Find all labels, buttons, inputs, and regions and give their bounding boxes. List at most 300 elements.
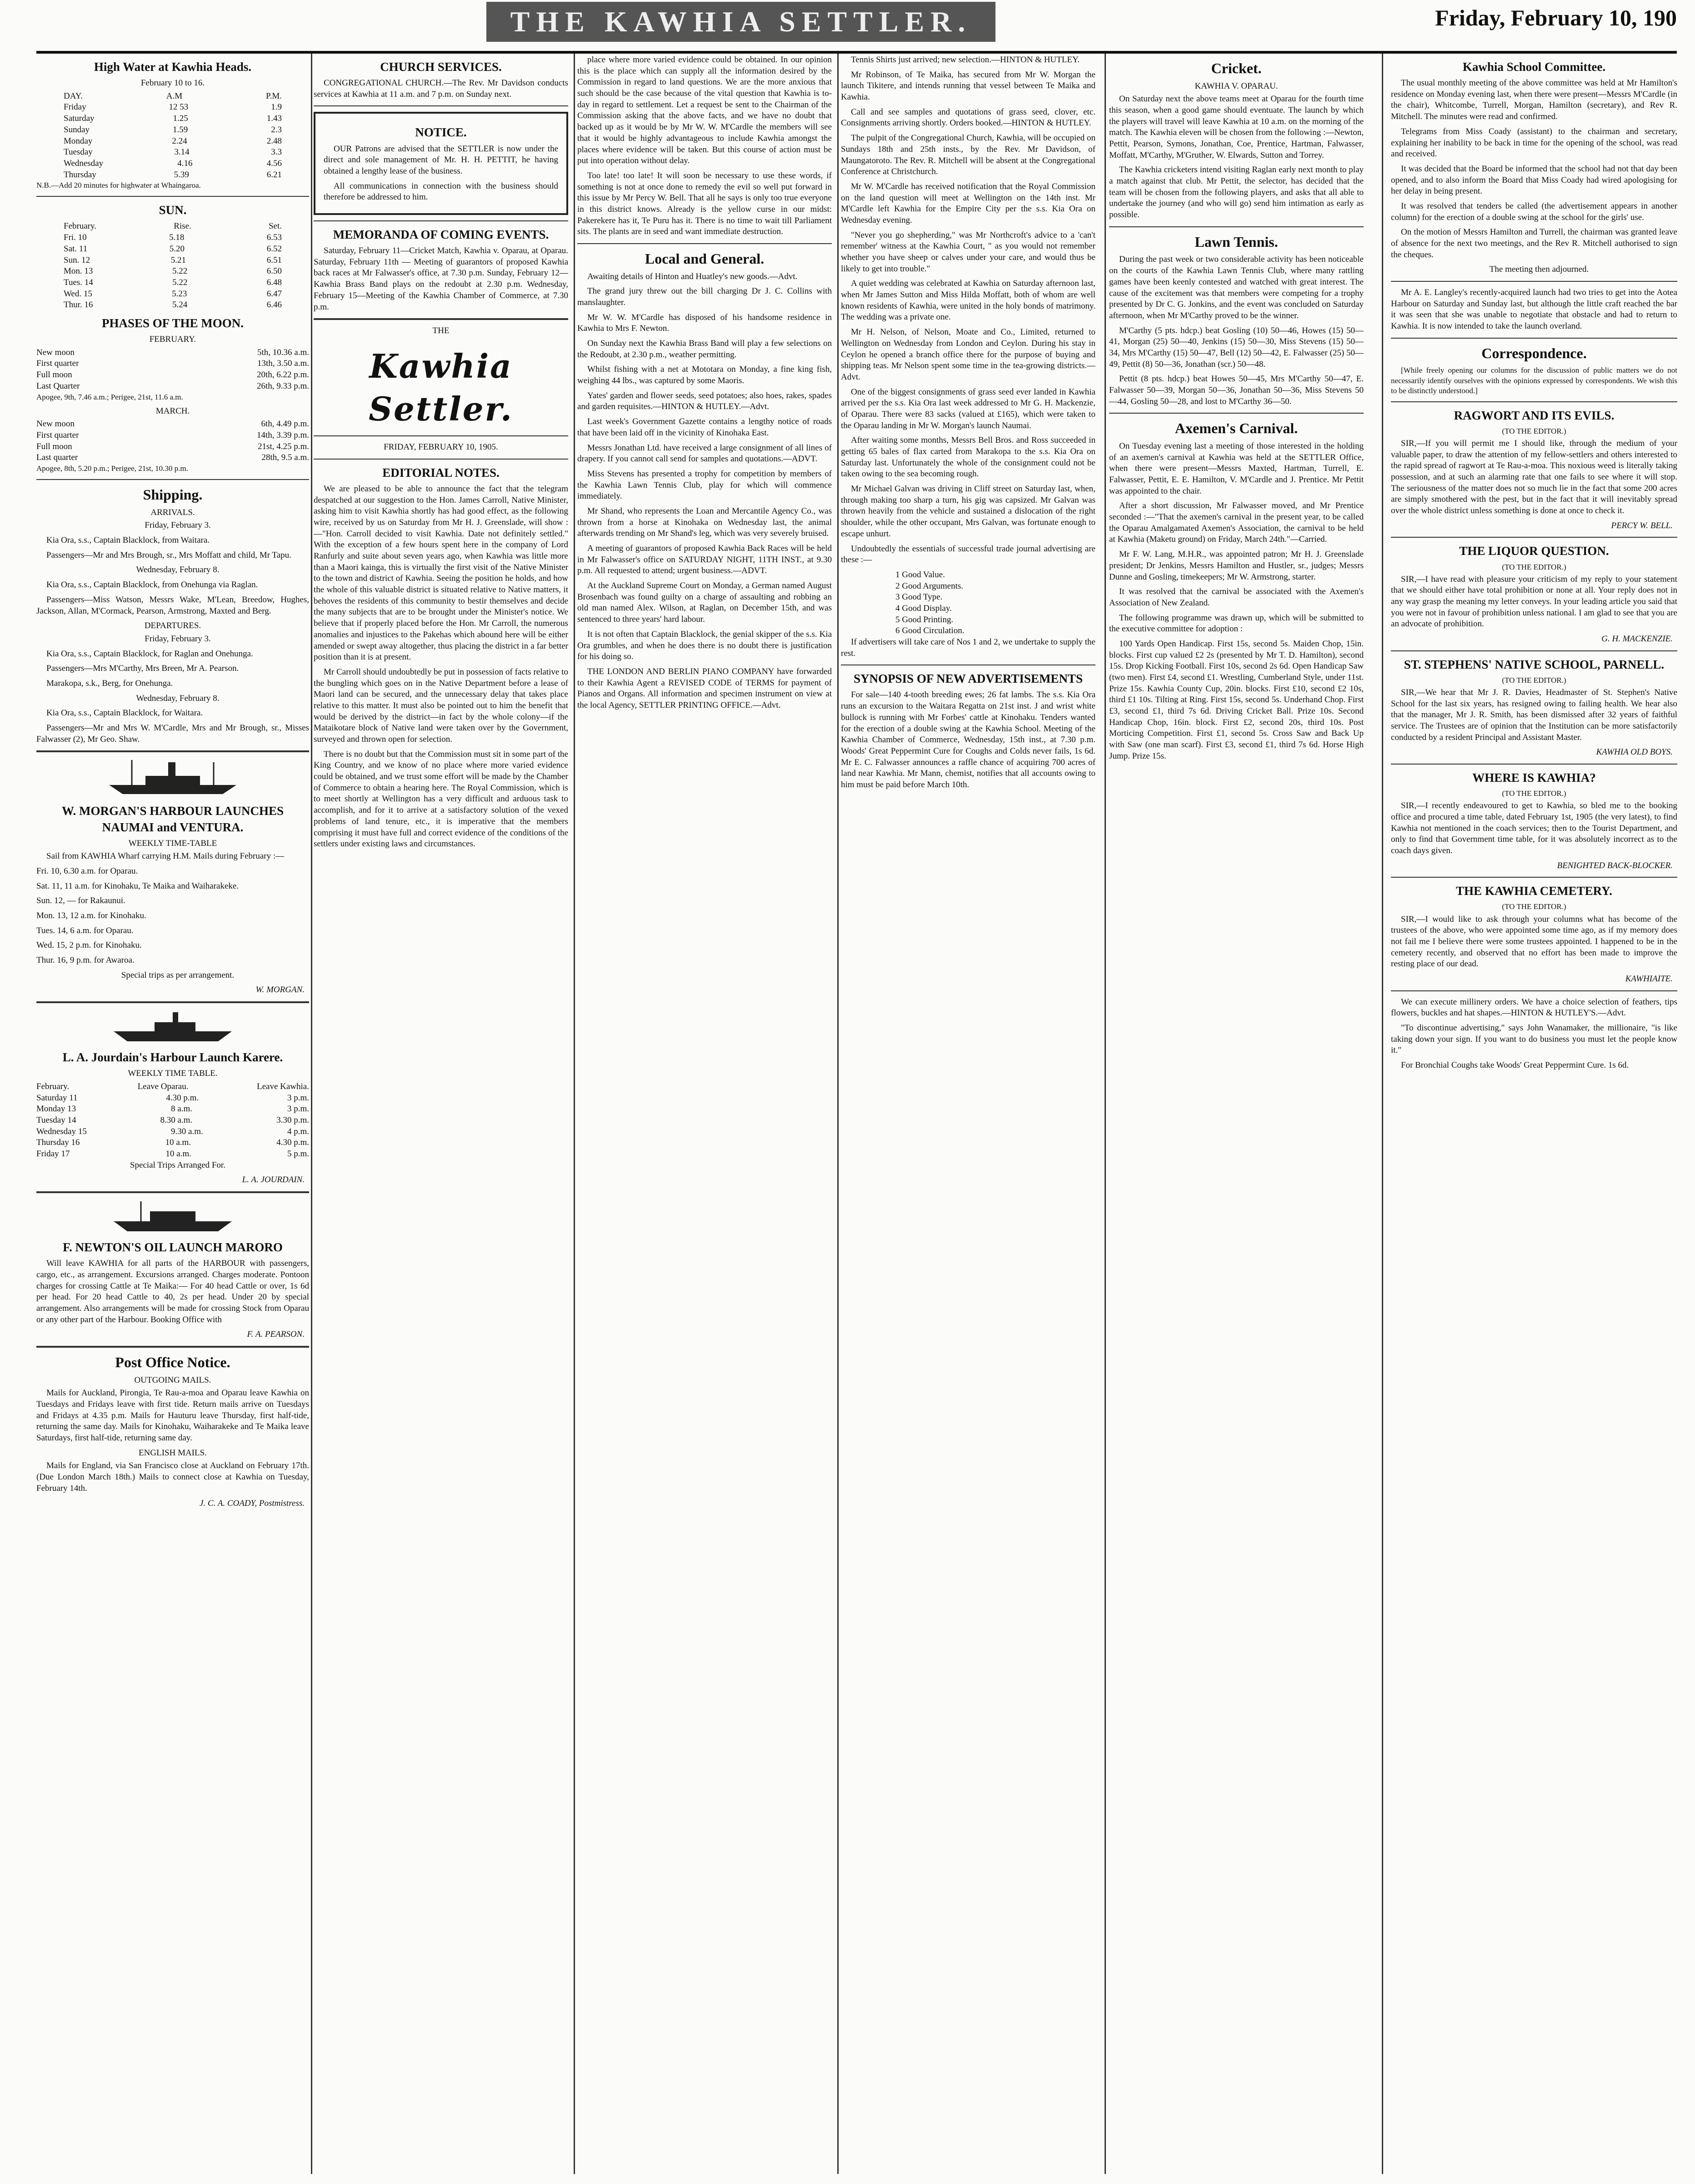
liquor-heading: THE LIQUOR QUESTION. — [1459, 544, 1609, 558]
divider — [1391, 537, 1677, 538]
table-cell: Tuesday — [64, 147, 93, 157]
liquor-text: SIR,—I have read with pleasure your criticism of my reply to your statement that we should either have total prohibition or none at all. Your reply does not in any way grasp the meaning my letter conveys. In your leading article you said that you were not in favour of prohibition unless national. I am glad to see that you are an advocate of prohibition. — [1391, 574, 1677, 629]
local-item: Call and see samples and quotations of grass seed, clover, etc. Consignments arriving shortly. Orders booked.—HINTON & HUTLEY. — [841, 107, 1095, 128]
table-row — [36, 136, 309, 147]
table-row — [36, 1126, 309, 1138]
table-cell: Tuesday 14 — [36, 1115, 76, 1125]
synopsis-text: For sale—140 4-tooth breeding ewes; 26 fat lambs. The s.s. Kia Ora runs an excursion to the Waitara Regatta on 21st inst. J and wrist white bullock is running with Mr Forbes' cattle at Kinohaku. Tenders wanted for the erection of a double swing at the Kawhia School. Meeting of the Kawhia Chamber of Commerce, Wednesday, 15th inst., at 7.30 p.m. Woods' Great Peppermint Cure for Coughs and Colds never fails, 1s 6d. Mr E. C. Falwasser announces a raffle chance of acquiring 700 acres of land near Kawhia. Mr Mann, chemist, notifies that all accounts owing to him must be paid before March 10th. — [841, 690, 1095, 790]
langley-item: Mr A. E. Langley's recently-acquired launch had two tries to get into the Aotea Harbour on Saturday and Sunday last, but although the little craft reached the bar it was seen that she was unable to negotiate that obstacle and had to return to Kawhia. It is now intended to take the launch overland. — [1391, 288, 1677, 331]
table-cell: 3 p.m. — [287, 1093, 309, 1103]
table-cell: 1.43 — [266, 114, 282, 124]
shipping-line: Wednesday, February 8. — [136, 693, 220, 703]
divider — [1391, 877, 1677, 878]
table-cell: Fri. 10 — [64, 233, 87, 243]
local-item: A quiet wedding was celebrated at Kawhia on Saturday afternoon last, when Mr James Sutton and Miss Hilda Moffatt, both of whom are well known residents of Kawhia, were united in the holy bonds of matrimony. The wedding was a private one. — [841, 279, 1095, 322]
advertisement: "To discontinue advertising," says John Wanamaker, the millionaire, "is like taking down your sign. If you want to do business you must let the people know it." — [1391, 1023, 1677, 1055]
advertisement: We can execute millinery orders. We have a choice selection of feathers, tips flowers, buckles and hat shapes.—HINTON & HUTLEY'S.—Advt. — [1391, 997, 1677, 1018]
tides-table — [36, 91, 309, 181]
axemen-paragraph: After a short discussion, Mr Falwasser moved, and Mr Prentice seconded :—"That the axemen's carnival in the present year, to be called the Oparau Amalgamated Axemen's Association, the carnival to be held at Kawhia (Maketu ground) on Friday, March 24th."—Carried. — [1109, 501, 1364, 545]
axemen-heading: Axemen's Carnival. — [1175, 420, 1298, 437]
english-mails-heading: ENGLISH MAILS. — [139, 1448, 207, 1458]
table-cell: February. — [36, 1081, 70, 1091]
table-row — [36, 147, 309, 158]
table-row — [36, 125, 309, 136]
shipping-line: Friday, February 3. — [145, 634, 211, 644]
axemen-paragraph: Mr F. W. Lang, M.H.R., was appointed patron; Mr H. J. Greenslade president; Dr Jenkins, Messrs Hamilton and Hustler, sr., judges; Messrs Dunne and Gosling, timekeepers; Mr W. Armstrong, starter. — [1109, 550, 1364, 582]
shipping-line: Marakopa, s.k., Berg, for Onehunga. — [46, 678, 173, 688]
table-cell: Thur. 16 — [64, 300, 93, 310]
table-cell: 4.56 — [266, 158, 282, 168]
local-item: On Sunday next the Kawhia Brass Band will play a few selections on the Redoubt, at 2.30 p.m., weather permitting. — [577, 339, 832, 360]
table-cell: 5.24 — [172, 300, 188, 310]
column-divider — [574, 54, 575, 2174]
table-cell: 26th, 9.33 p.m. — [256, 381, 309, 391]
divider — [36, 196, 309, 197]
shipping-line: Passengers—Mr and Mrs W. M'Cardle, Mrs and Mr Brough, sr., Misses Falwasser (2), Mr Geo. Shaw. — [36, 723, 309, 744]
memoranda-text: Saturday, February 11—Cricket Match, Kawhia v. Oparau, at Oparau. Saturday, February 11th — Meeting of guarantors of proposed Kawhia back races at Mr Falwasser's office, at 7.30 p.m. Sunday, February 12—Kawhia Brass Band plays on the redoubt at 2.30 p.m. Wednesday, February 15—Meeting of the Kawhia Chamber of Commerce, at 7.30 p.m. — [314, 246, 568, 312]
divider — [1391, 281, 1677, 282]
table-row — [36, 113, 309, 125]
table-cell: 9.30 a.m. — [171, 1126, 203, 1136]
morgan-line: Special trips as per arrangement. — [121, 970, 235, 980]
newton-text: Will leave KAWHIA for all parts of the HARBOUR with passengers, cargo, etc., as arrangement. Excursions arranged. Charges moderate. Pontoon charges for crossing Cattle at Te Maika:— For 40 head Cattle or over, 1s 6d per head. For 20 head Cattle to 40, 2s per head. Under 20 by special arrangement. Also arrangements will be made for crossing Stock from Oparau or any other part of the Harbour. Booking Office with — [36, 1259, 309, 1324]
cricket-heading: Cricket. — [1211, 60, 1262, 76]
table-cell: 3.3 — [271, 147, 282, 157]
axemen-paragraph: On Tuesday evening last a meeting of those interested in the holding of an axemen's carnival at Kawhia was held at the SETTLER Office, when there were present—Messrs Maxted, Hartman, Turrell, E. Falwasser, Pettit, E. E. Hamilton, V. M'Cardle and J. Prentice. Mr Pettit was appointed to the chair. — [1109, 441, 1364, 496]
advertisement: For Bronchial Coughs take Woods' Great Peppermint Cure. 1s 6d. — [1401, 1060, 1629, 1070]
table-row — [36, 1104, 309, 1115]
shipping-heading: Shipping. — [143, 486, 203, 503]
local-item: Mr H. Nelson, of Nelson, Moate and Co., Limited, returned to Wellington on Wednesday from London and Ceylon. During his stay in Ceylon he opened a branch office there for the purpose of buying and shipping teas. Mr Nelson spent some time in the tea-growing districts.—Advt. — [841, 327, 1095, 382]
divider — [314, 105, 568, 106]
where-heading: WHERE IS KAWHIA? — [1472, 771, 1596, 785]
table-row — [36, 266, 309, 277]
divider — [36, 1001, 309, 1003]
table-cell: Wednesday — [64, 158, 104, 168]
table-cell: Wed. 15 — [64, 289, 92, 299]
local-item: The grand jury threw out the bill charging Dr J. C. Collins with manslaughter. — [577, 286, 832, 307]
correspondence-disclaimer: [While freely opening our columns for the discussion of public matters we do not necessarily identify ourselves with the opinions expressed by correspondents. We wish this to be distinctly understood.] — [1391, 366, 1677, 395]
divider — [1391, 990, 1677, 991]
column-6 — [1391, 55, 1677, 2173]
table-cell: 6.50 — [266, 266, 282, 276]
local-item: THE LONDON AND BERLIN PIANO COMPANY have forwarded to their Kawhia Agent a REVISED CODE of TERMS for payment of Pianos and Organs. All information and specimen instrument on view at the local Agency, SETTLER PRINTING OFFICE.—Advt. — [577, 666, 832, 710]
nameplate-the: THE — [432, 326, 450, 336]
table-cell: Monday 13 — [36, 1104, 76, 1114]
table-cell: 5.22 — [172, 266, 188, 276]
table-cell: 6.46 — [266, 300, 282, 310]
editorial-paragraph: Mr Carroll should undoubtedly be put in possession of facts relative to the bungling which goes on in the Native Department before a lease of Maori land can be secured, and the unnecessary delay that takes place relative to this matter. It must also be pointed out to him the benefit that would be derived by the district—in fact by the whole colony—if the Mataikotare block of Native land were taken over by the Government, surveyed and thrown open for selection. — [314, 667, 568, 744]
column-divider — [1382, 54, 1383, 2174]
local-heading: Local and General. — [645, 250, 765, 267]
divider — [36, 1346, 309, 1348]
nameplate-date: FRIDAY, FEBRUARY 10, 1905. — [384, 442, 498, 452]
shipping-line: Passengers—Mrs M'Carthy, Mrs Breen, Mr A. Pearson. — [46, 664, 239, 674]
tennis-paragraph: M'Carthy (5 pts. hdcp.) beat Gosling (10) 50—46, Howes (15) 50—41, Morgan (25) 50—40, Jenkins (15) 50—30, Miss Stevens (15) 50—34, Mrs M'Carthy (15) 50—47, Bell (12) 50—42, E. Falwasser (25) 50—49, Pettit (8) 50—36, Jonathan (scr.) 50—48. — [1109, 325, 1364, 369]
tides-note: N.B.—Add 20 minutes for highwater at Whaingaroa. — [36, 181, 201, 190]
tides-heading: High Water at Kawhia Heads. — [94, 60, 252, 74]
table-cell: 2.3 — [271, 125, 282, 135]
sun-table — [36, 221, 309, 311]
notice-text: OUR Patrons are advised that the SETTLER is now under the direct and sole management of Mr. H. H. PETTIT, he having obtained a lengthy lease of the business. — [324, 144, 558, 176]
shipping-line: Wednesday, February 8. — [136, 565, 220, 575]
school-heading: Kawhia School Committee. — [1462, 60, 1606, 74]
table-row — [36, 358, 309, 370]
table-cell: Friday 17 — [36, 1149, 70, 1159]
jourdain-table-title: WEEKLY TIME TABLE. — [128, 1069, 218, 1079]
moon-feb-note: Apogee, 9th, 7.46 a.m.; Perigee, 21st, 11.6 a.m. — [36, 392, 183, 401]
table-cell: 5 p.m. — [287, 1149, 309, 1159]
divider — [1391, 401, 1677, 402]
oil-launch-icon — [105, 1199, 241, 1235]
table-cell: 1.59 — [173, 125, 188, 135]
table-header — [36, 221, 309, 232]
divider — [314, 318, 568, 320]
divider — [1391, 338, 1677, 339]
table-cell: 6.47 — [266, 289, 282, 299]
column-4 — [841, 55, 1095, 2173]
divider — [36, 750, 309, 752]
table-cell: 5.18 — [169, 233, 185, 243]
shipping-line: Kia Ora, s.s., Captain Blacklock, from Onehunga via Raglan. — [46, 580, 258, 590]
editorial-paragraph: We are pleased to be able to announce the fact that the telegram despatched at our suggestion to the Hon. James Carroll, Native Minister, asking him to visit Kawhia shortly has had good effect, as the following wire, received by us on Saturday from Mr H. J. Greenslade, will show :—"Hon. Carroll decided to visit Kawhia. Date not definitely settled." With the exception of a few hours spent here in the company of Lord Ranfurly and suite about seven years ago, when Kawhia was little more than a Maori kainga, this is virtually the first visit of the Native Minister to the town and district of Kawhia. Seeing the position he holds, and how the whole of this valuable district is situated relative to Native matters, it behoves the residents of this community to bestir themselves and decide the many subjects that are to be brought under the Minister's notice. We believe that if properly placed before the Hon. Mr Carroll, the numerous anomalies and injustices to the Pakehas which abound here will be either amended or swept away altogether, thus placing the district in a far better position than it is at present. — [314, 484, 568, 662]
divider — [36, 1191, 309, 1193]
table-cell: Leave Oparau. — [137, 1081, 189, 1091]
masthead-date: Friday, February 10, 190 — [1435, 5, 1677, 30]
table-cell: Sat. 11 — [64, 244, 88, 254]
table-cell: Saturday — [64, 114, 95, 124]
table-row — [36, 1149, 309, 1160]
table-row — [36, 452, 309, 464]
table-row — [36, 232, 309, 244]
table-row — [36, 430, 309, 441]
table-row — [36, 277, 309, 289]
nameplate-title: Kawhia Settler. — [369, 346, 513, 428]
table-header — [36, 91, 309, 102]
masthead-rule — [36, 51, 1677, 54]
post-heading: Post Office Notice. — [115, 1354, 230, 1371]
school-paragraph: The usual monthly meeting of the above committee was held at Mr Hamilton's residence on Monday evening last, when there were present—Messrs M'Cardle (in the chair), Whitcombe, Turrell, Morgan, Hamilton (secretary), and Rev R. Mitchell. The minutes were read and confirmed. — [1391, 78, 1677, 122]
table-cell: 2.24 — [172, 136, 187, 146]
table-row — [36, 381, 309, 392]
column-2 — [314, 55, 568, 2173]
divider — [1109, 226, 1364, 227]
table-cell: 4.30 p.m. — [166, 1093, 199, 1103]
stephens-heading: ST. STEPHENS' NATIVE SCHOOL, PARNELL. — [1404, 657, 1665, 671]
liquor-to: (TO THE EDITOR.) — [1502, 562, 1566, 571]
editorial-paragraph: Too late! too late! It will soon be necessary to use these words, if something is not at once done to remedy the evil so well put forward in this issue by Mr Percy W. Bell. That all he says is only too true everyone in this district knows. Already is the yellow curse in our midst: Pakerekere has it, Te Puru has it. There is no time to wait till Parliament sits. The plants are in seed and want immediate destruction. — [577, 170, 832, 237]
table-cell: 6.52 — [266, 244, 282, 254]
list-item: 3 Good Type. — [895, 592, 943, 602]
post-signature: J. C. A. COADY, Postmistress. — [199, 1498, 305, 1508]
table-cell: New moon — [36, 419, 75, 429]
list-item: 2 Good Arguments. — [895, 581, 964, 591]
memoranda-heading: MEMORANDA OF COMING EVENTS. — [333, 228, 549, 241]
table-row — [36, 102, 309, 113]
table-cell: DAY. — [64, 91, 83, 101]
column-1 — [36, 55, 309, 2173]
stephens-signature: KAWHIA OLD BOYS. — [1596, 747, 1673, 757]
local-item: Miss Stevens has presented a trophy for competition by members of the Kawhia Lawn Tennis Club, play for which will commence immediately. — [577, 469, 832, 501]
list-item: 1 Good Value. — [895, 570, 945, 580]
moon-heading: PHASES OF THE MOON. — [101, 316, 244, 330]
table-row — [36, 255, 309, 266]
school-paragraph: Telegrams from Miss Coady (assistant) to the chairman and secretary, explaining her inability to be back in time for the opening of the school, was read and received. — [1391, 126, 1677, 159]
table-row — [36, 347, 309, 359]
cemetery-to: (TO THE EDITOR.) — [1502, 902, 1566, 911]
table-cell: First quarter — [36, 359, 79, 369]
table-cell: 6th, 4.49 p.m. — [261, 419, 309, 429]
local-item: Messrs Jonathan Ltd. have received a large consignment of all lines of drapery. If you cannot call send for samples and quotations.—ADVT. — [577, 443, 832, 464]
local-item: Yates' garden and flower seeds, seed potatoes; also hoes, rakes, spades and garden requisites.—HINTON & HUTLEY.—Advt. — [577, 390, 832, 412]
arrivals-heading: ARRIVALS. — [150, 507, 195, 517]
jourdain-signature: L. A. JOURDAIN. — [242, 1175, 305, 1185]
launch-icon — [105, 1009, 241, 1045]
notice-box — [314, 112, 568, 215]
local-item: A meeting of guarantors of proposed Kawhia Back Races will be held in Mr Falwasser's office on SATURDAY NIGHT, 11TH INST., at 9.30 p.m. All requested to attend; urgent business.—ADVT. — [577, 544, 832, 576]
table-cell: Last Quarter — [36, 381, 80, 391]
divider — [577, 243, 832, 244]
column-3 — [577, 55, 832, 2173]
sun-heading: SUN. — [159, 203, 187, 217]
jourdain-note: Special Trips Arranged For. — [130, 1160, 226, 1170]
table-cell: 8 a.m. — [171, 1104, 192, 1114]
table-row — [36, 419, 309, 430]
table-row — [36, 244, 309, 255]
table-cell: Friday — [64, 102, 86, 112]
table-cell: 10 a.m. — [165, 1138, 191, 1148]
table-cell: 3 p.m. — [287, 1104, 309, 1114]
church-text: CONGREGATIONAL CHURCH.—The Rev. Mr Davidson conducts services at Kawhia at 11 a.m. and 7 p.m. on Sunday next. — [314, 78, 568, 99]
table-cell: Monday — [64, 136, 93, 146]
church-heading: CHURCH SERVICES. — [380, 60, 502, 74]
shipping-line: Passengers—Mr and Mrs Brough, sr., Mrs Moffatt and child, Mr Tapu. — [46, 550, 291, 560]
synopsis-heading: SYNOPSIS OF NEW ADVERTISEMENTS — [854, 672, 1083, 686]
table-row — [36, 289, 309, 300]
tides-range: February 10 to 16. — [140, 78, 205, 88]
editorial-heading: EDITORIAL NOTES. — [382, 465, 500, 480]
table-cell: 13th, 3.50 a.m. — [257, 359, 309, 369]
cricket-sub: KAWHIA V. OPARAU. — [1195, 81, 1278, 91]
table-cell: 6.48 — [266, 277, 282, 287]
divider — [314, 220, 568, 221]
english-mails-text: Mails for England, via San Francisco close at Auckland on February 17th. (Due London March 18th.) Mails to connect close at Kawhia on Tuesday, February 14th. — [36, 1461, 309, 1493]
shipping-line: Passengers—Miss Watson, Messrs Wake, M'Lean, Breedow, Hughes, Jackson, Allan, M'Cormack, Pearson, Armstrong, Maxted and Berg. — [36, 595, 309, 616]
table-cell: Mon. 13 — [64, 266, 93, 276]
divider — [314, 435, 568, 436]
axemen-program-intro: The following programme was drawn up, which will be submitted to the executive committee for adoption : — [1109, 613, 1364, 634]
table-row — [36, 441, 309, 453]
ragwort-heading: RAGWORT AND ITS EVILS. — [1454, 408, 1615, 422]
morgan-line: Thur. 16, 9 p.m. for Awaroa. — [36, 955, 135, 965]
local-item: It is not often that Captain Blacklock, the genial skipper of the s.s. Kia Ora grumbles, and when he does there is no doubt there is justification for his doing so. — [577, 629, 832, 662]
cemetery-heading: THE KAWHIA CEMETERY. — [1456, 884, 1612, 898]
divider — [1109, 413, 1364, 414]
morgan-table-title: WEEKLY TIME-TABLE — [128, 838, 217, 848]
local-item: Tennis Shirts just arrived; new selection.—HINTON & HUTLEY. — [851, 55, 1080, 65]
table-row — [36, 1137, 309, 1149]
morgan-line: Sail from KAWHIA Wharf carrying H.M. Mails during February :— — [46, 851, 285, 861]
table-cell: 5.22 — [172, 277, 188, 287]
local-item: Last week's Government Gazette contains a lengthy notice of roads that have been laid off in the vicinity of Kinohaka East. — [577, 417, 832, 438]
column-5 — [1109, 55, 1364, 2173]
table-cell: 5.20 — [169, 244, 185, 254]
table-header — [36, 1081, 309, 1093]
school-paragraph: It was decided that the Board be informed that the school had not that day been opened, and to also inform the Board that Miss Coady had wired apologising for her delay in being present. — [1391, 164, 1677, 196]
table-cell: 1.25 — [173, 114, 188, 124]
newton-heading: F. NEWTON'S OIL LAUNCH MARORO — [63, 1240, 283, 1254]
column-divider — [837, 54, 839, 2174]
cricket-paragraph: On Saturday next the above teams meet at Oparau for the fourth time this season, when a good game should eventuate. The launch by which the players will travel will leave Kawhia at 10 a.m. on the morning of the match. The Kawhia eleven will be chosen from the following :—Newton, Pettit, Pearson, Symons, Jonathan, Coe, Prentice, Hartman, Falwasser, Moffatt, M'Carthy, M'Gruther, W. Elwards, Sutton and Torrey. — [1109, 94, 1364, 160]
table-row — [36, 170, 309, 181]
jourdain-heading: L. A. Jourdain's Harbour Launch Karere. — [62, 1050, 283, 1065]
table-row — [36, 370, 309, 381]
table-cell: 21st, 4.25 p.m. — [258, 441, 309, 451]
table-cell: 20th, 6.22 p.m. — [256, 370, 309, 380]
moon-feb-heading: FEBRUARY. — [149, 335, 196, 345]
table-cell: 4 p.m. — [287, 1126, 309, 1136]
table-cell: 5th, 10.36 a.m. — [257, 347, 309, 357]
list-item: 4 Good Display. — [895, 603, 952, 613]
table-cell: Full moon — [36, 370, 72, 380]
table-cell: 5.23 — [172, 289, 187, 299]
table-row — [36, 300, 309, 311]
local-item: One of the biggest consignments of grass seed ever landed in Kawhia arrived per the s.s. Kia Ora last week addressed to Mr G. H. Mackenzie, of Oparau. There were 83 sacks (valued at £165), which were taken to the Oparau landing in Mr W. Morgan's launch Naumai. — [841, 387, 1095, 430]
departures-heading: DEPARTURES. — [144, 621, 201, 631]
masthead-title: THE KAWHIA SETTLER. — [486, 2, 995, 42]
table-cell: 10 a.m. — [165, 1149, 191, 1159]
table-cell: Tues. 14 — [64, 277, 93, 287]
table-cell: 6.53 — [266, 233, 282, 243]
divider — [314, 459, 568, 460]
cemetery-text: SIR,—I would like to ask through your columns what has become of the trustees of the above, who were appointed some time ago, as if my memory does not fail me I believe there were some trustees appointed. I happened to be in the cemetery recently, and observed that no effort has been made to improve the resting place of our dead. — [1391, 914, 1677, 969]
liquor-signature: G. H. MACKENZIE. — [1601, 634, 1673, 644]
table-cell: 1.9 — [271, 102, 282, 112]
morgan-line: Fri. 10, 6.30 a.m. for Oparau. — [36, 866, 138, 876]
table-row — [36, 1115, 309, 1126]
shipping-line: Kia Ora, s.s., Captain Blacklock, for Raglan and Onehunga. — [46, 649, 253, 659]
local-item: The pulpit of the Congregational Church, Kawhia, will be occupied on Sundays 18th and 25th insts., by the Rev. Mr Davidson, of Maungatoroto. The Rev. R. Mitchell will be absent at the Congregational Conference at Christchurch. — [841, 133, 1095, 177]
local-item: Whilst fishing with a net at Mototara on Monday, a fine king fish, weighing 44 lbs., was captured by some Maoris. — [577, 365, 832, 386]
column-divider — [311, 54, 312, 2174]
steamer-icon — [105, 758, 241, 799]
local-item: Mr Robinson, of Te Maika, has secured from Mr W. Morgan the launch Tikitere, and intends running that vessel between Te Maika and Kawhia. — [841, 70, 1095, 102]
table-cell: 5.21 — [170, 255, 186, 265]
essentials-list — [841, 570, 1095, 637]
table-cell: 12 53 — [169, 102, 189, 112]
table-cell: 5.39 — [174, 170, 189, 180]
table-cell: P.M. — [266, 91, 282, 101]
morgan-line: Sun. 12, — for Rakaunui. — [36, 896, 125, 906]
table-row — [36, 158, 309, 170]
local-item: If advertisers will take care of Nos 1 and 2, we undertake to supply the rest. — [841, 637, 1095, 658]
post-sub: OUTGOING MAILS. — [134, 1375, 211, 1385]
table-cell: 3.30 p.m. — [276, 1115, 309, 1125]
morgan-signature: W. MORGAN. — [255, 985, 305, 995]
table-cell: Full moon — [36, 441, 72, 451]
table-cell: Thursday — [64, 170, 96, 180]
local-item: Mr Michael Galvan was driving in Cliff street on Saturday last, when, through making too sharp a turn, his gig was capsized. Mr Galvan was thrown heavily from the vehicle and sustained a dislocation of the right shoulder, while the other occupant, Mrs Galvan, was fortunate enough to escape unhurt. — [841, 484, 1095, 539]
table-cell: Sun. 12 — [64, 255, 90, 265]
cemetery-signature: KAWHIAITE. — [1625, 974, 1673, 984]
table-cell: Wednesday 15 — [36, 1126, 87, 1136]
local-item: Awaiting details of Hinton and Huatley's new goods.—Advt. — [587, 271, 798, 281]
stephens-text: SIR,—We hear that Mr J. R. Davies, Headmaster of St. Stephen's Native School for the last six years, has resigned owing to failing health. We hear also that the manager, Mr J. R. Smith, has been dismissed after 32 years of faithful service. The Trustees are of opinion that the Institution can be more satisfactorily conducted by a resident Principal and Assistant Master. — [1391, 687, 1677, 742]
notice-text: All communications in connection with the business should therefore be addressed to him. — [324, 181, 558, 202]
table-cell: 6.51 — [266, 255, 282, 265]
morgan-line: Wed. 15, 2 p.m. for Kinohaku. — [36, 940, 142, 950]
correspondence-heading: Correspondence. — [1481, 345, 1587, 361]
table-cell: Rise. — [174, 221, 191, 231]
divider — [1391, 650, 1677, 651]
table-cell: Saturday 11 — [36, 1093, 78, 1103]
table-cell: Leave Kawhia. — [257, 1081, 309, 1091]
tennis-heading: Lawn Tennis. — [1195, 233, 1278, 250]
newton-signature: F. A. PEARSON. — [247, 1329, 305, 1339]
moon-mar-heading: MARCH. — [155, 406, 190, 416]
ragwort-signature: PERCY W. BELL. — [1611, 520, 1673, 530]
local-item: Mr W. W. M'Cardle has disposed of his handsome residence in Kawhia to Mrs F. Newton. — [577, 312, 832, 334]
morgan-line: Tues. 14, 6 a.m. for Oparau. — [36, 925, 134, 935]
where-text: SIR,—I recently endeavoured to get to Kawhia, so bled me to the booking office and procured a time table, dated February 1st, 1905 (the very latest), to find Kawhia not mentioned in the coach services; then to the Tourist Department, and only to find that Government time table, for it was absolutely incorrect as to the coach days given. — [1391, 801, 1677, 855]
table-cell: 8.30 a.m. — [160, 1115, 193, 1125]
table-row — [36, 1093, 309, 1104]
morgan-line: Mon. 13, 12 a.m. for Kinohaku. — [36, 911, 146, 921]
morgan-heading: W. MORGAN'S HARBOUR LAUNCHES NAUMAI and VENTURA. — [61, 804, 284, 834]
notice-heading: NOTICE. — [415, 125, 467, 140]
ragwort-to: (TO THE EDITOR.) — [1502, 426, 1566, 435]
local-item: Undoubtedly the essentials of successful trade journal advertising are these :— — [841, 544, 1095, 565]
cricket-paragraph: The Kawhia cricketers intend visiting Raglan early next month to play a match against that club. Mr Pettit, the selector, has decided that the team will be chosen from the following players, and asks that all able to undertake the journey (and who will go) send him intimation as early as possible. — [1109, 165, 1364, 220]
stephens-to: (TO THE EDITOR.) — [1502, 675, 1566, 685]
table-cell: 3.14 — [174, 147, 190, 157]
local-item: "Never you go shepherding," was Mr Northcroft's advice to a 'can't remember' witness at the Kawhia Court, " as you would not remember whether you have sheep or calves under your care, and would thus be likely to get into trouble." — [841, 230, 1095, 274]
editorial-paragraph: There is no doubt but that the Commission must sit in some part of the King Country, and we know of no place where more varied evidence could be obtained, and we trust some effort will be made by the Chamber of Commerce to obtain a hearing here. The Royal Commission, which is to meet shortly at Wellington has a very difficult and arduous task to accomplish, and for it to arrive at a satisfactory solution of the vexed problems of land tenure, etc., it is imperative that the members comprising it must have full and correct evidence of the conditions of the settlers under existing laws and circumstances. — [314, 749, 568, 849]
shipping-line: Friday, February 3. — [145, 520, 211, 530]
morgan-line: Sat. 11, 11 a.m. for Kinohaku, Te Maika and Waiharakeke. — [36, 881, 239, 891]
where-to: (TO THE EDITOR.) — [1502, 789, 1566, 798]
table-cell: February. — [64, 221, 97, 231]
ragwort-text: SIR,—If you will permit me I should like, through the medium of your valuable paper, to draw the attention of my fellow-settlers and others interested to the rapid spread of ragwort at Te Rau-a-moa. This noxious weed is literally taking possession, and at such an alarming rate that one fails to see where it will stop. The seriousness of the matter does not so much lie in the fact that some 200 acres are simply smothered with the pest, but in the fact that it will inevitably spread over the whole district unless something is done at once to check it. — [1391, 438, 1677, 516]
table-cell: Sunday — [64, 125, 90, 135]
table-cell: Last quarter — [36, 453, 78, 463]
table-cell: 28th, 9.5 a.m. — [261, 453, 309, 463]
table-cell: First quarter — [36, 430, 79, 440]
local-item: Mr Shand, who represents the Loan and Mercantile Agency Co., was thrown from a horse at Kinohaka on Wednesday last, the animal afterwards trending on Mr Shand's leg, which was very severely bruised. — [577, 506, 832, 539]
school-paragraph: On the motion of Messrs Hamilton and Turrell, the chairman was granted leave of absence for the next two meetings, and the Rev R. Mitchell authorised to sign the cheques. — [1391, 227, 1677, 260]
local-item: Mr W. M'Cardle has received notification that the Royal Commission on the land question will meet at Wellington on the 14th inst. Mr M'Cardle left Kawhia for the Empire City per the s.s. Kia Ora on Wednesday evening. — [841, 181, 1095, 225]
school-paragraph: It was resolved that tenders be called (the advertisement appears in another column) for the erection of a double swing at the school for the girls' use. — [1391, 201, 1677, 222]
axemen-paragraph: It was resolved that the carnival be associated with the Axemen's Association of New Zealand. — [1109, 587, 1364, 608]
editorial-paragraph: place where more varied evidence could be obtained. In our opinion this is the place which can supply all the information desired by the Commission in regard to land questions. We are the more anxious that such should be the case because of the vital question that Kawhia is to-day in regard to settlement. Let a request be sent to the Chairman of the Commission asking that the above facts, and we have no doubt that backed up as it would be by Mr W. W. M'Cardle the members will see that it would be highly advantageous to include Kawhia amongst the places where evidence will be taken. But this course of action must be put into operation without delay. — [577, 55, 832, 166]
tennis-paragraph: Pettit (8 pts. hdcp.) beat Howes 50—45, Mrs M'Carthy 50—47, E. Falwasser 50—39, Morgan 50—36, Jonathan 50—36, Miss Stevens 50—44, Gosling 50—28, and lost to M'Carthy 36—50. — [1109, 374, 1364, 406]
table-cell: A.M — [166, 91, 183, 101]
axemen-program: 100 Yards Open Handicap. First 15s, second 5s. Maiden Chop, 15in. blocks. First cup valued £2 2s (presented by Mr T. D. Hamilton), second 15s. Drop Kicking Football. First 10s, second 2s 6d. Open Handicap Saw (two men). First £4, second £1. Wrestling, Cumberland Style, under 11st. Prize 15s. Kawhia County Cup, 20in. blocks. First £10, second £2 10s, third £1 10s. Tilting at Ring. First 15s, second 5s. Underhand Chop. First £3, second £1, third 7s 6d. Driving Cricket Ball. Prize 10s. Second Handicap Chop, 16in. block. First £2, second 20s, third 10s. Post Morticing Competition. First £1, second 5s. Cross Saw and Back Up with Saw (one man scarf). First £3, second £1, third 7s 6d. Horse High Jump. Prize 15s. — [1109, 639, 1364, 761]
divider — [1391, 764, 1677, 765]
masthead — [0, 0, 1695, 50]
table-cell: Set. — [268, 221, 282, 231]
shipping-line: Kia Ora, s.s., Captain Blacklock, for Waitara. — [46, 708, 203, 718]
table-cell: Thursday 16 — [36, 1138, 80, 1148]
table-cell: 6.21 — [266, 170, 282, 180]
list-item: 6 Good Circulation. — [895, 626, 965, 636]
tennis-paragraph: During the past week or two considerable activity has been noticeable on the courts of the Kawhia Lawn Tennis Club, where many rattling games have been keenly contested and watched with great interest. The cause of the excitement was that members were competing for a trophy presented by Dr C. G. Jonkins, and the event was concluded on Saturday afternoon, when Mr M'Carthy proved to be the winner. — [1109, 255, 1364, 320]
shipping-line: Kia Ora, s.s., Captain Blacklock, from Waitara. — [46, 535, 210, 545]
where-signature: BENIGHTED BACK-BLOCKER. — [1557, 860, 1673, 870]
local-item: At the Auckland Supreme Court on Monday, a German named August Brosenbach was found guilty on a charge of assaulting and robbing an old man named Alex. Wilson, at Raglan, on December 15th, and was sentenced to three years' hard labour. — [577, 581, 832, 625]
table-cell: 2.48 — [266, 136, 282, 146]
table-cell: New moon — [36, 347, 75, 357]
